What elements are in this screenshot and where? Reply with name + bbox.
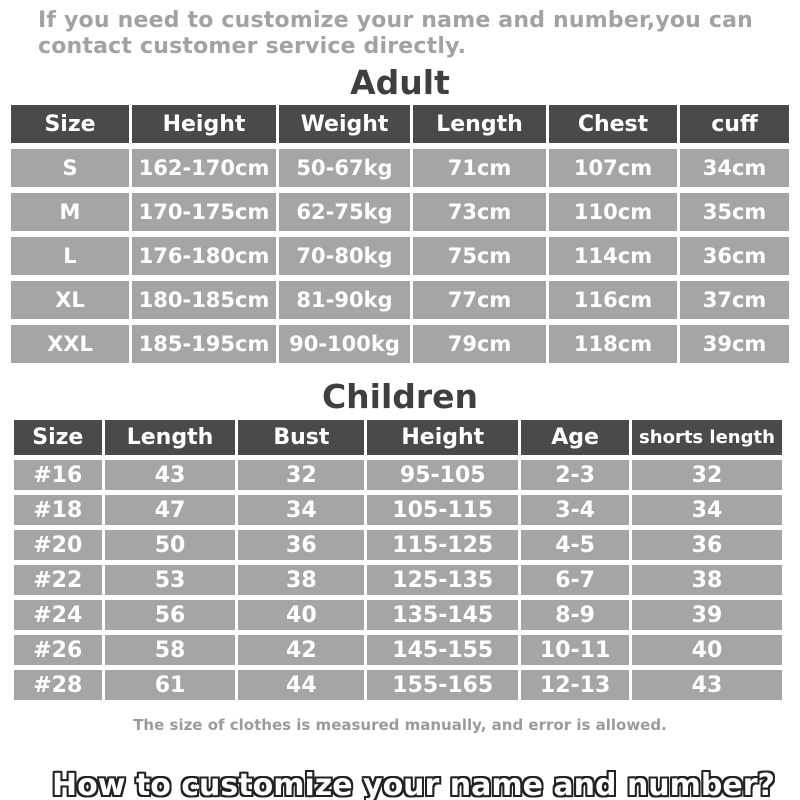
adult-header-length: Length xyxy=(413,105,546,143)
adult-header-size: Size xyxy=(11,105,129,143)
adult-table-cell: 180-185cm xyxy=(132,281,276,319)
adult-table-cell: 71cm xyxy=(413,149,546,187)
adult-table-cell: 185-195cm xyxy=(132,325,276,363)
adult-table-cell: XL xyxy=(11,281,129,319)
adult-table-cell: 73cm xyxy=(413,193,546,231)
adult-table-cell: 70-80kg xyxy=(279,237,410,275)
children-table-cell: 47 xyxy=(105,495,236,525)
adult-section-title: Adult xyxy=(350,63,450,102)
children-table-cell: 43 xyxy=(105,460,236,490)
children-table-cell: 53 xyxy=(105,565,236,595)
children-table-cell: #20 xyxy=(14,530,102,560)
adult-table-cell: 75cm xyxy=(413,237,546,275)
adult-header-cuff: cuff xyxy=(680,105,789,143)
adult-table-row xyxy=(11,325,789,363)
adult-table-cell: 118cm xyxy=(549,325,677,363)
intro-text: If you need to customize your name and number,you can contact customer service directly. xyxy=(38,8,754,59)
adult-table-cell: M xyxy=(11,193,129,231)
children-header-row xyxy=(14,420,782,455)
adult-table-cell: 39cm xyxy=(680,325,789,363)
children-table-cell: 6-7 xyxy=(521,565,629,595)
children-table-cell: 105-115 xyxy=(367,495,518,525)
children-header-bust: Bust xyxy=(238,420,364,455)
adult-header-row xyxy=(11,105,789,143)
children-table-cell: 61 xyxy=(105,670,236,700)
children-table-cell: #26 xyxy=(14,635,102,665)
children-section-title: Children xyxy=(321,377,479,416)
adult-table-cell: 37cm xyxy=(680,281,789,319)
adult-table-cell: 81-90kg xyxy=(279,281,410,319)
children-table-cell: 145-155 xyxy=(367,635,518,665)
children-table-row xyxy=(14,495,782,525)
children-table-cell: 8-9 xyxy=(521,600,629,630)
children-table-cell: 40 xyxy=(238,600,364,630)
adult-table-row xyxy=(11,193,789,231)
adult-table-cell: 110cm xyxy=(549,193,677,231)
children-table-cell: 40 xyxy=(632,635,782,665)
adult-header-height: Height xyxy=(132,105,276,143)
children-table-cell: 43 xyxy=(632,670,782,700)
bottom-banner xyxy=(0,762,800,800)
children-table-cell: 2-3 xyxy=(521,460,629,490)
customize-heading: How to customize your name and number? xyxy=(52,768,775,800)
children-table-cell: 58 xyxy=(105,635,236,665)
children-table-cell: 135-145 xyxy=(367,600,518,630)
children-table-cell: 155-165 xyxy=(367,670,518,700)
adult-table-row xyxy=(11,149,789,187)
children-table-cell: 38 xyxy=(632,565,782,595)
children-table-cell: #22 xyxy=(14,565,102,595)
children-table-cell: 34 xyxy=(632,495,782,525)
children-table-cell: #24 xyxy=(14,600,102,630)
children-table-cell: #18 xyxy=(14,495,102,525)
children-table-cell: 50 xyxy=(105,530,236,560)
adult-table-cell: 34cm xyxy=(680,149,789,187)
children-header-size: Size xyxy=(14,420,102,455)
children-table-row xyxy=(14,670,782,700)
children-table-row xyxy=(14,600,782,630)
adult-table-cell: 116cm xyxy=(549,281,677,319)
children-table-cell: 12-13 xyxy=(521,670,629,700)
adult-table-row xyxy=(11,281,789,319)
adult-table-cell: 107cm xyxy=(549,149,677,187)
adult-table-cell: 50-67kg xyxy=(279,149,410,187)
children-table-cell: 4-5 xyxy=(521,530,629,560)
children-table-cell: #28 xyxy=(14,670,102,700)
adult-table-cell: S xyxy=(11,149,129,187)
children-table-cell: 38 xyxy=(238,565,364,595)
children-table-cell: 56 xyxy=(105,600,236,630)
adult-table-cell: 162-170cm xyxy=(132,149,276,187)
children-header-shorts-length: shorts length xyxy=(632,420,782,455)
children-table-cell: 36 xyxy=(632,530,782,560)
children-header-length: Length xyxy=(105,420,236,455)
children-table-row xyxy=(14,530,782,560)
adult-table-cell: 77cm xyxy=(413,281,546,319)
adult-table-cell: 170-175cm xyxy=(132,193,276,231)
adult-table-cell: L xyxy=(11,237,129,275)
adult-table-cell: 35cm xyxy=(680,193,789,231)
children-table-cell: 32 xyxy=(238,460,364,490)
children-header-age: Age xyxy=(521,420,629,455)
adult-table-row xyxy=(11,237,789,275)
adult-table-cell: 90-100kg xyxy=(279,325,410,363)
children-table-cell: 34 xyxy=(238,495,364,525)
children-table-cell: 42 xyxy=(238,635,364,665)
children-table-cell: 115-125 xyxy=(367,530,518,560)
measurement-note: The size of clothes is measured manually, and error is allowed. xyxy=(133,716,667,734)
children-header-height: Height xyxy=(367,420,518,455)
children-table-cell: 36 xyxy=(238,530,364,560)
adult-table-cell: 62-75kg xyxy=(279,193,410,231)
adult-header-weight: Weight xyxy=(279,105,410,143)
children-table-row xyxy=(14,460,782,490)
children-table-cell: #16 xyxy=(14,460,102,490)
children-table-cell: 32 xyxy=(632,460,782,490)
adult-table-cell: 79cm xyxy=(413,325,546,363)
children-table-cell: 3-4 xyxy=(521,495,629,525)
adult-table-cell: 176-180cm xyxy=(132,237,276,275)
children-table-cell: 95-105 xyxy=(367,460,518,490)
children-table-cell: 44 xyxy=(238,670,364,700)
children-table-cell: 10-11 xyxy=(521,635,629,665)
children-size-table xyxy=(11,415,785,705)
adult-table-cell: XXL xyxy=(11,325,129,363)
adult-size-table xyxy=(8,99,792,369)
adult-table-cell: 36cm xyxy=(680,237,789,275)
children-table-row xyxy=(14,635,782,665)
children-table-row xyxy=(14,565,782,595)
children-table-cell: 125-135 xyxy=(367,565,518,595)
adult-header-chest: Chest xyxy=(549,105,677,143)
children-table-cell: 39 xyxy=(632,600,782,630)
adult-table-cell: 114cm xyxy=(549,237,677,275)
